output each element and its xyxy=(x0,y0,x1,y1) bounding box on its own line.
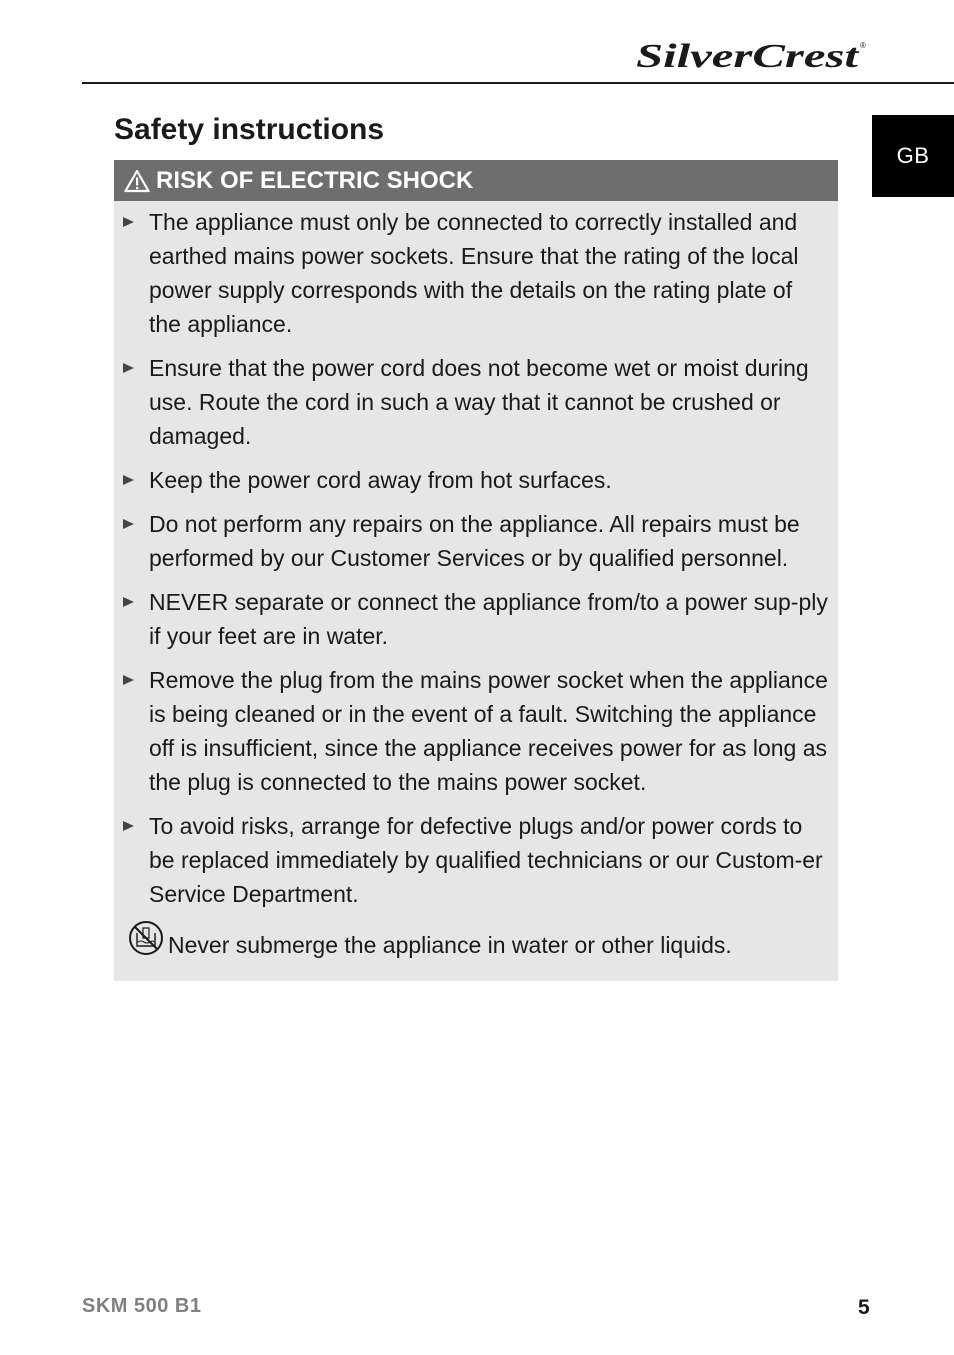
list-item xyxy=(114,463,838,497)
list-item xyxy=(114,205,838,341)
section-title: Safety instructions xyxy=(114,113,385,146)
list-item xyxy=(114,663,838,799)
list-item-text: NEVER separate or connect the appliance from/to a power sup-ply if your feet are in water. xyxy=(149,589,828,649)
submerge-note xyxy=(128,928,732,962)
list-item xyxy=(114,585,838,653)
language-tab xyxy=(872,115,954,197)
bullet-arrow-icon xyxy=(123,217,134,227)
list-item xyxy=(114,809,838,911)
list-item xyxy=(114,351,838,453)
bullet-arrow-icon xyxy=(123,475,134,485)
language-tab-label: GB xyxy=(896,143,930,168)
list-item-text: Keep the power cord away from hot surfaces. xyxy=(149,467,612,493)
svg-text:®: ® xyxy=(860,41,866,50)
brand-logo xyxy=(636,34,868,74)
list-item xyxy=(114,507,838,575)
instruction-list xyxy=(114,205,838,921)
bullet-arrow-icon xyxy=(123,597,134,607)
footer-model: SKM 500 B1 xyxy=(82,1295,202,1317)
list-item-text: Remove the plug from the mains power socket when the appliance is being cleaned or in the event of a fault. Switching the appliance off is insufficient, since the appliance receives power for as long as the plug is connected to the mains power socket. xyxy=(149,667,828,795)
no-submerge-icon xyxy=(128,920,164,956)
warning-box xyxy=(114,160,838,981)
bullet-arrow-icon xyxy=(123,519,134,529)
warning-triangle-icon xyxy=(124,169,150,193)
header-rule xyxy=(82,82,954,84)
bullet-arrow-icon xyxy=(123,675,134,685)
warning-heading: RISK OF ELECTRIC SHOCK xyxy=(156,166,474,194)
warning-header xyxy=(114,160,838,201)
svg-text:SilverCrest: SilverCrest xyxy=(636,38,861,74)
submerge-note-text: Never submerge the appliance in water or other liquids. xyxy=(168,932,732,958)
list-item-text: Ensure that the power cord does not become wet or moist during use. Route the cord in such a way that it cannot be crushed or damaged. xyxy=(149,355,809,449)
list-item-text: To avoid risks, arrange for defective plugs and/or power cords to be replaced immediately by qualified technicians or our Custom-er Service Department. xyxy=(149,813,823,907)
list-item-text: Do not perform any repairs on the appliance. All repairs must be performed by our Customer Services or by qualified personnel. xyxy=(149,511,800,571)
page-number: 5 xyxy=(858,1296,870,1319)
bullet-arrow-icon xyxy=(123,821,134,831)
list-item-text: The appliance must only be connected to correctly installed and earthed mains power sockets. Ensure that the rating of the local power supply corresponds with the details on the rating plate of the appliance. xyxy=(149,209,799,337)
bullet-arrow-icon xyxy=(123,363,134,373)
